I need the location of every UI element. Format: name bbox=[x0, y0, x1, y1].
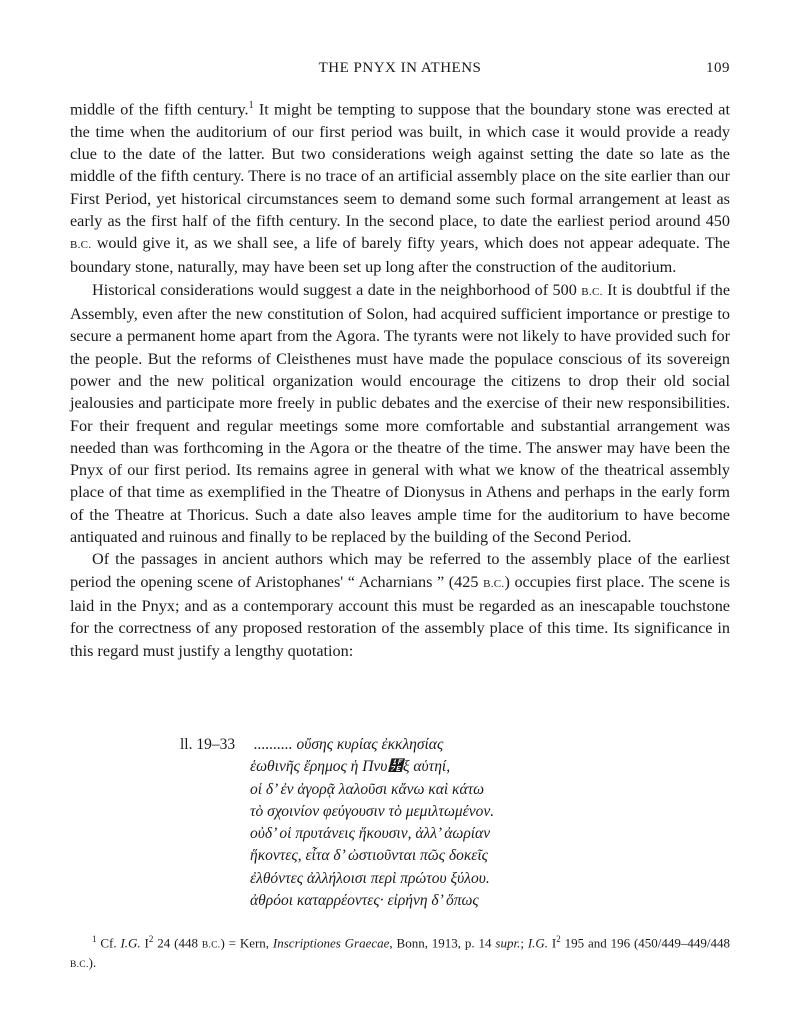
quotation-line: οὐδ’ οἱ πρυτάνεις ἥκουσιν, ἀλλ’ ἀωρίαν bbox=[250, 825, 491, 843]
body-text bbox=[70, 95, 730, 662]
greek-quotation bbox=[180, 734, 580, 912]
quotation-line: ἥκοντες, εἶτα δ’ ὠστιοῦνται πῶς δοκεῖς bbox=[250, 847, 488, 865]
paragraph-2: Historical considerations would suggest a date in the neighborhood of 500 B.C. It is doubtful if the Assembly, even after the new constitution of Solon, had acquired sufficient importance or prestige to secure a permanent home apart from the Agora. The tyrants were not likely to have provided such for the people. But the reforms of Cleisthenes must have made the populace conscious of its sovereign power and the new political organization would encourage the citizens to drop their old social jealousies and participate more freely in public debates and the exercise of their new responsibilities. For their frequent and regular meetings some more comfortable and substantial arrangement was needed than was forthcoming in the Agora or the theatre of the time. The answer may have been the Pnyx of our first period. Its remains agree in general with what we know of the theatrical assembly place of that time as exemplified in the Theatre of Dionysus in Athens and perhaps in the early form of the Theatre at Thoricus. Such a date also leaves ample time for the auditorium to have become antiquated and ruinous and finally to be replaced by the building of the Second Period. bbox=[70, 280, 730, 547]
paragraph-1: middle of the fifth century.$^1$ It might be tempting to suppose that the boundary stone was erected at the time when the auditorium of our first period was built, in which case it would provide a ready clue to the date of the latter. But two considerations weigh against setting the date so late as the middle of the fifth century. There is no trace of an artificial assembly place on the site earlier than our First Period, yet historical circumstances seem to demand some such formal arrangement at least as early as the first half of the fifth century. In the second place, to date the earliest period around 450 B.C. would give it, as we shall see, a life of barely fifty years, which does not appear adequate. The boundary stone, naturally, may have been set up long after the construction of the auditorium. bbox=[70, 100, 730, 277]
page-number: 109 bbox=[706, 60, 730, 76]
quotation-first-line: ll. 19–33 .......... οὔσης κυρίας ἐκκλησίας bbox=[180, 734, 580, 756]
footnote-text: $^1$ Cf. I.G. $I^2$ 24 (448 B.C.) = Kern, Inscriptiones Graecae, Bonn, 1913, p. 14 supr.; I.G. $I^2$ 195 and 196 (450/449–449/448 B.C.). bbox=[70, 934, 730, 971]
footnote bbox=[70, 930, 730, 974]
paragraph-3: Of the passages in ancient authors which may be referred to the assembly place of the earliest period the opening scene of Aristophanes' “ Acharnians ” (425 B.C.) occupies first place. The scene is laid in the Pnyx; and as a contemporary account this must be regarded as an inescapable touchstone for the correctness of any proposed restoration of the assembly place of this time. Its significance in this regard must justify a lengthy quotation: bbox=[70, 550, 730, 660]
running-head bbox=[70, 60, 730, 82]
quotation-line: οἱ δ’ ἐν ἀγορᾷ λαλοῦσι κἄνω καὶ κάτω bbox=[250, 780, 485, 798]
footnote-reference: 1 bbox=[248, 100, 254, 111]
footnote-mark: 1 bbox=[92, 934, 97, 944]
running-title: THE PNYX IN ATHENS bbox=[318, 60, 482, 76]
quotation-line: ἀθρόοι καταρρέοντες· εἰρήνη δ’ ὅπως bbox=[250, 892, 479, 910]
quotation-line: ἑωθινῆς ἔρημος ἡ Πνυ὾ξ αὑτηί, bbox=[250, 758, 451, 776]
quotation-line: ἐλθόντες ἀλλήλοισι περὶ πρώτου ξύλου. bbox=[250, 869, 490, 887]
quotation-line: τὸ σχοινίον φεύγουσιν τὸ μεμιλτωμένον. bbox=[250, 802, 495, 820]
line-reference: ll. 19–33 bbox=[180, 736, 236, 753]
